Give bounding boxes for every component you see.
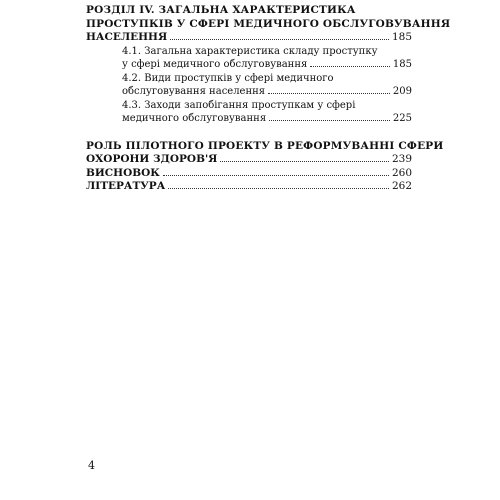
dot-leader [268, 93, 390, 94]
table-of-contents [86, 4, 451, 194]
conclusion-entry [86, 167, 412, 181]
section-4-heading-line-1: РОЗДІЛ IV. ЗАГАЛЬНА ХАРАКТЕРИСТИКА [86, 4, 356, 16]
subsection-4-3-line-2: медичного обслуговування [122, 113, 267, 124]
section-4-page: 185 [391, 31, 412, 43]
literature-label: ЛІТЕРАТУРА [86, 180, 166, 192]
subsection-4-3-page: 225 [392, 113, 412, 124]
pilot-heading-line-2: ОХОРОНИ ЗДОРОВ'Я [86, 153, 218, 165]
toc-section-4 [86, 4, 451, 126]
dot-leader [310, 66, 390, 67]
dot-leader [269, 120, 390, 121]
conclusion-label: ВИСНОВОК [86, 166, 160, 179]
subsection-4-3-entry [122, 112, 412, 126]
pilot-entry [86, 153, 412, 167]
subsection-4-1-page: 185 [392, 59, 412, 70]
subsection-4-3-line-1: 4.3. Заходи запобігання проступкам у сфері [122, 99, 356, 111]
subsection-4-3 [122, 99, 412, 126]
pilot-heading-line-1: РОЛЬ ПІЛОТНОГО ПРОЕКТУ В РЕФОРМУВАННІ СФЕРИ [86, 139, 444, 152]
subsection-4-1-line-1: 4.1. Загальна характеристика складу проступку [122, 45, 378, 57]
dot-leader [168, 188, 389, 189]
subsection-4-2 [122, 72, 412, 99]
section-4-entry [86, 31, 412, 45]
subsection-4-2-entry [122, 85, 412, 99]
subsection-4-1-entry [122, 58, 412, 72]
subsection-4-2-line-2: обслуговування населення [122, 86, 266, 97]
subsection-4-2-line-1: 4.2. Види проступків у сфері медичного [122, 72, 334, 84]
literature-page: 262 [391, 180, 412, 192]
section-4-heading-line-2: ПРОСТУПКІВ У СФЕРІ МЕДИЧНОГО ОБСЛУГОВУВАННЯ [86, 17, 451, 30]
dot-leader [170, 39, 389, 40]
subsection-4-2-page: 209 [392, 86, 412, 97]
literature-entry [86, 180, 412, 194]
dot-leader [163, 175, 389, 176]
conclusion-page: 260 [391, 166, 412, 179]
subsection-4-1 [122, 45, 412, 72]
dot-leader [220, 161, 389, 162]
page-number: 4 [88, 459, 95, 472]
subsection-4-1-line-2: у сфері медичного обслуговування [122, 59, 308, 70]
toc-section-pilot [86, 139, 444, 194]
section-4-heading-line-3: НАСЕЛЕННЯ [86, 31, 168, 43]
pilot-page: 239 [391, 153, 412, 165]
